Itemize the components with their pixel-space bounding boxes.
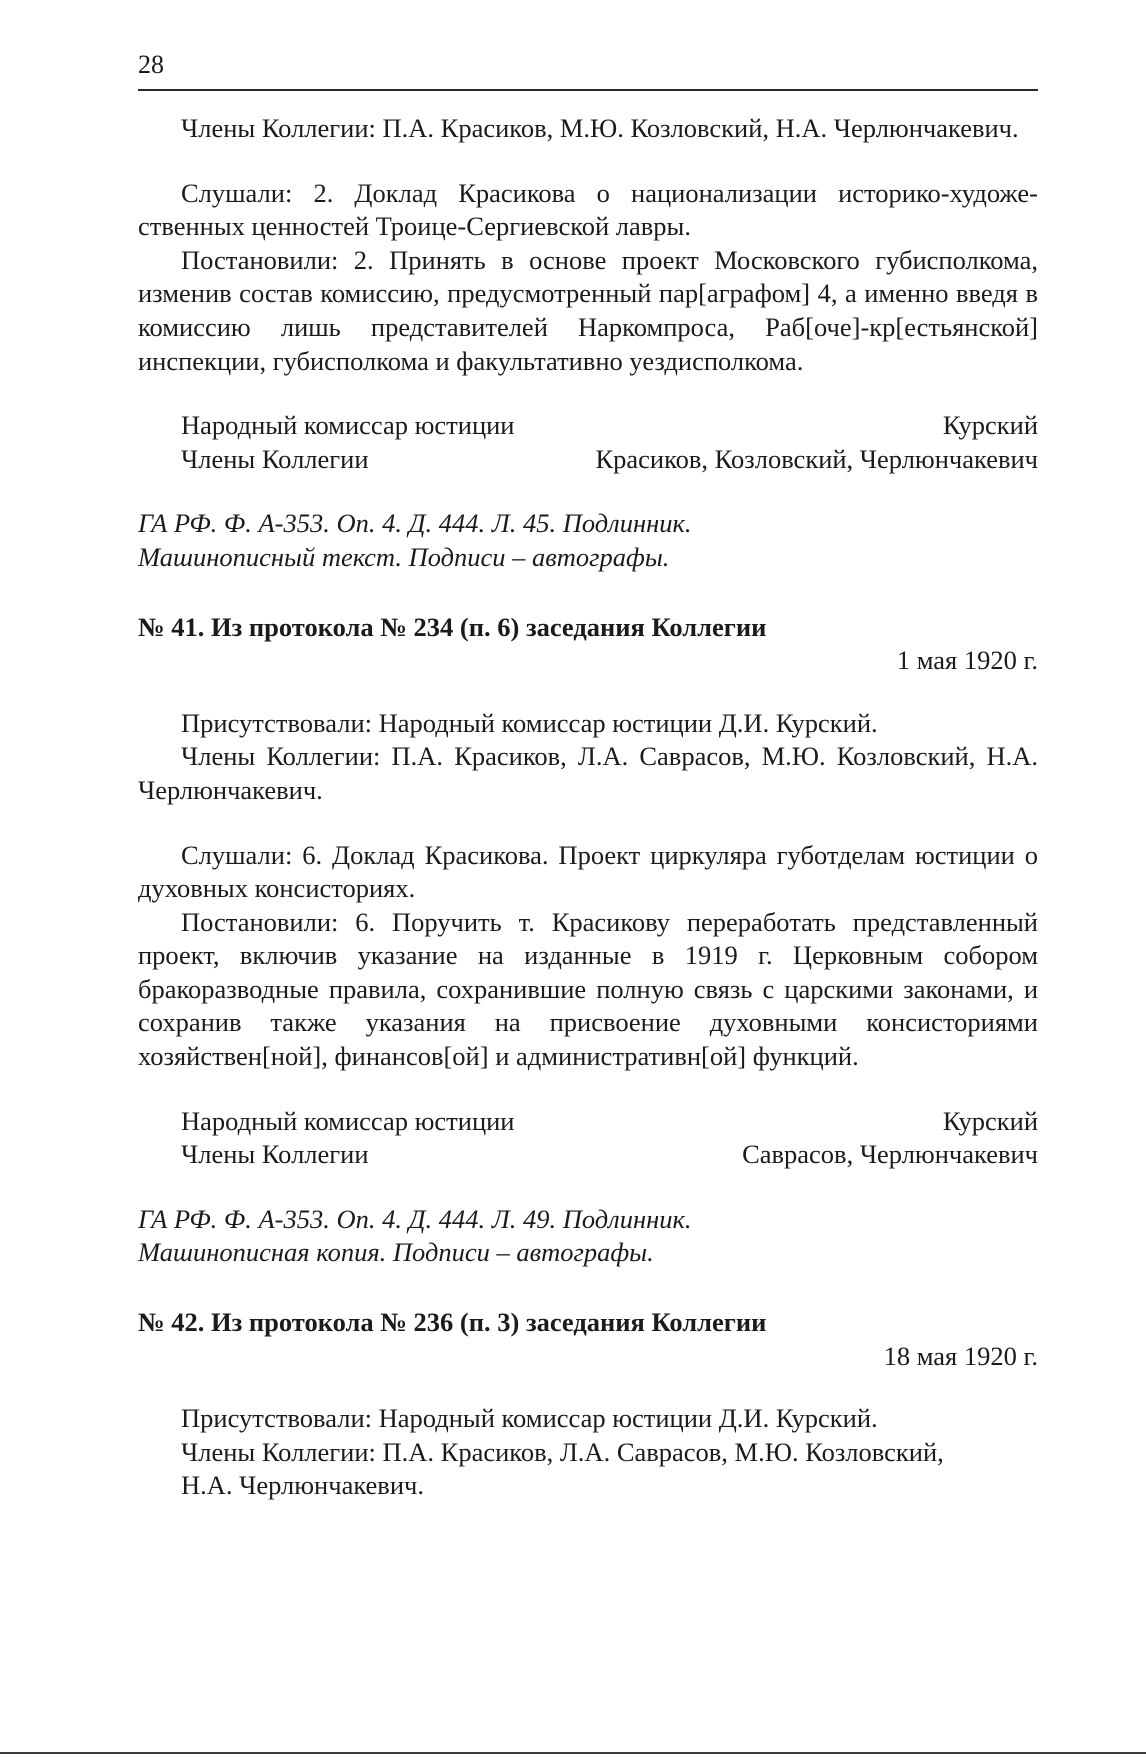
signature-names: Саврасов, Черлюнчакевич: [742, 1139, 1038, 1170]
members-line: Члены Коллегии: П.А. Красиков, Л.А. Саврасов, М.Ю. Козловский,: [181, 1436, 944, 1467]
page-content: [138, 112, 1038, 1503]
archive-source: ГА РФ. Ф. А-353. Оп. 4. Д. 444. Л. 49. Подлинник.: [138, 1203, 692, 1234]
members-paragraph: Члены Коллегии: П.А. Красиков, Л.А. Саврасов, М.Ю. Козловский, Н.А. Черлюнчакевич.: [138, 741, 1038, 805]
document-heading: № 42. Из протокола № 236 (п. 3) заседания Коллегии: [138, 1307, 767, 1338]
signature-title: Народный комиссар юстиции: [181, 410, 515, 441]
present-paragraph: Присутствовали: Народный комиссар юстиции Д.И. Курский.: [181, 707, 878, 738]
signature-row-commissar: [138, 1105, 1038, 1139]
members-line: Н.А. Черлюнчакевич.: [181, 1470, 424, 1501]
signature-title: Народный комиссар юстиции: [181, 1105, 515, 1136]
document-date: 1 мая 1920 г.: [896, 645, 1038, 676]
present-paragraph: Присутствовали: Народный комиссар юстиции Д.И. Курский.: [181, 1403, 878, 1434]
document-40-continuation: [138, 112, 1038, 575]
signature-row-members: [138, 1138, 1038, 1172]
page-number: 28: [138, 50, 164, 79]
resolved-paragraph: Постановили: 2. Принять в основе проект Московского губисполкома, изменив состав комиссию, предусмотренный пар[аграфом] 4, а именно введя в комиссию лишь представителей Наркомпроса, Раб[оче]-кр[естьянской] инспекции, губисполкома и факультативно уездисполкома.: [138, 244, 1038, 376]
heard-paragraph: Слушали: 2. Доклад Красикова о национализации историко-художественных ценностей Троице-Сергиевской лавры.: [138, 177, 1038, 242]
signature-row-members: [138, 443, 1038, 477]
signature-name: Курский: [942, 1105, 1038, 1136]
signature-names: Красиков, Козловский, Черлюнчакевич: [595, 443, 1038, 474]
resolved-paragraph: Постановили: 6. Поручить т. Красикову переработать представленный проект, включив указание на изданные в 1919 г. Церковным собором бракоразводные правила, сохранившие полную связь с царскими законами, и сохранив также указания на присвоение духовными консисториями хозяйствен[ной], финансов[ой] и административн[ой] функций.: [138, 906, 1038, 1072]
document-date: 18 мая 1920 г.: [883, 1340, 1038, 1371]
archive-source: ГА РФ. Ф. А-353. Оп. 4. Д. 444. Л. 45. Подлинник.: [138, 508, 692, 539]
document-heading: № 41. Из протокола № 234 (п. 6) заседания Коллегии: [138, 611, 767, 642]
scan-edge-rule: [0, 1752, 1146, 1754]
members-paragraph: Члены Коллегии: П.А. Красиков, М.Ю. Козловский, Н.А. Черлюнчакевич.: [181, 113, 1019, 143]
archive-source-note: Машинописный текст. Подписи – автографы.: [138, 541, 670, 572]
archive-source-note: Машинописная копия. Подписи – автографы.: [138, 1237, 654, 1268]
header-rule: [138, 89, 1038, 91]
document-42: [138, 1306, 1038, 1503]
heard-paragraph: Слушали: 6. Доклад Красикова. Проект циркуляра губотделам юстиции о духовных консисториях.: [138, 839, 1038, 904]
signature-title: Члены Коллегии: [181, 443, 369, 474]
signature-row-commissar: [138, 409, 1038, 443]
document-41: [138, 611, 1038, 1271]
signature-title: Члены Коллегии: [181, 1139, 369, 1170]
signature-name: Курский: [942, 410, 1038, 441]
